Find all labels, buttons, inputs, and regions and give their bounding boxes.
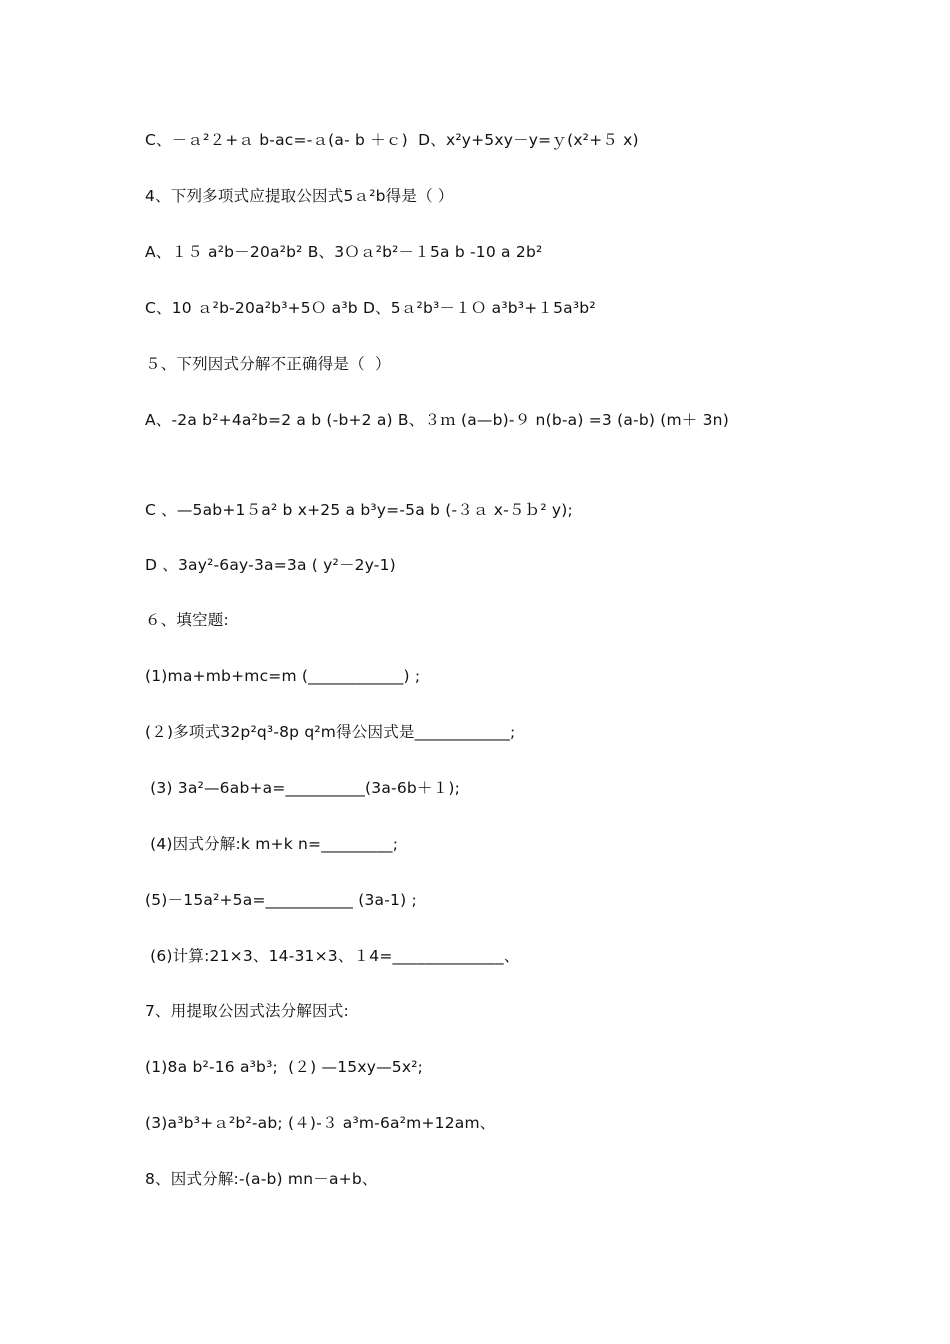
question-8: 8、因式分解:-(a-b) mn－a+b、 (145, 1170, 378, 1188)
question-4-options-ab: A、１５ a²b－20a²b² B、3Ｏａ²b²－１5a b -10 a 2b² (145, 243, 543, 261)
question-7: 7、用提取公因式法分解因式: (145, 1002, 349, 1020)
question-6: ６、填空题: (145, 611, 229, 629)
fill-blank-6: (6)计算:21×3、14-31×3、１4=______________、 (145, 947, 520, 965)
fill-blank-2: (２)多项式32p²q³-8p q²m得公因式是____________; (145, 723, 516, 741)
fill-blank-1: (1)ma+mb+mc=m (____________) ; (145, 667, 421, 685)
question-7-parts-3-4: (3)a³b³+ａ²b²-ab; (４)-３ a³m-6a²m+12am、 (145, 1114, 496, 1132)
fill-blank-3: (3) 3a²—6ab+a=__________(3a-6b＋１); (145, 779, 461, 797)
question-5: ５、下列因式分解不正确得是（ ） (145, 355, 391, 373)
question-5-option-c: C 、—5ab+1５a² b x+25 a b³y=-5a b (-３ａ x-５ｂ² y); (145, 501, 573, 519)
question-5-option-d: D 、3ay²-6ay-3a=3a ( y²－2y-1) (145, 556, 396, 574)
text-line-option-cd: C、－ａ²２+ａ b-ac=-ａ(a- b ＋ｃ) D、x²y+5xy－y=ｙ(x²+５ x) (145, 131, 639, 149)
question-5-options-ab: A、-2a b²+4a²b=2 a b (-b+2 a) B、３ｍ (a—b)-９ n(b-a) =3 (a-b) (m＋ 3n) (145, 411, 729, 429)
question-4: 4、下列多项式应提取公因式5ａ²b得是（ ） (145, 187, 454, 205)
fill-blank-5: (5)－15a²+5a=___________ (3a-1) ; (145, 891, 417, 909)
question-4-options-cd: C、10 ａ²b-20a²b³+5Ｏ a³b D、5ａ²b³－１Ｏ a³b³+１5a³b² (145, 299, 596, 317)
fill-blank-4: (4)因式分解:k m+k n=_________; (145, 835, 399, 853)
question-7-parts-1-2: (1)8a b²-16 a³b³; (２) —15xy—5x²; (145, 1058, 424, 1076)
